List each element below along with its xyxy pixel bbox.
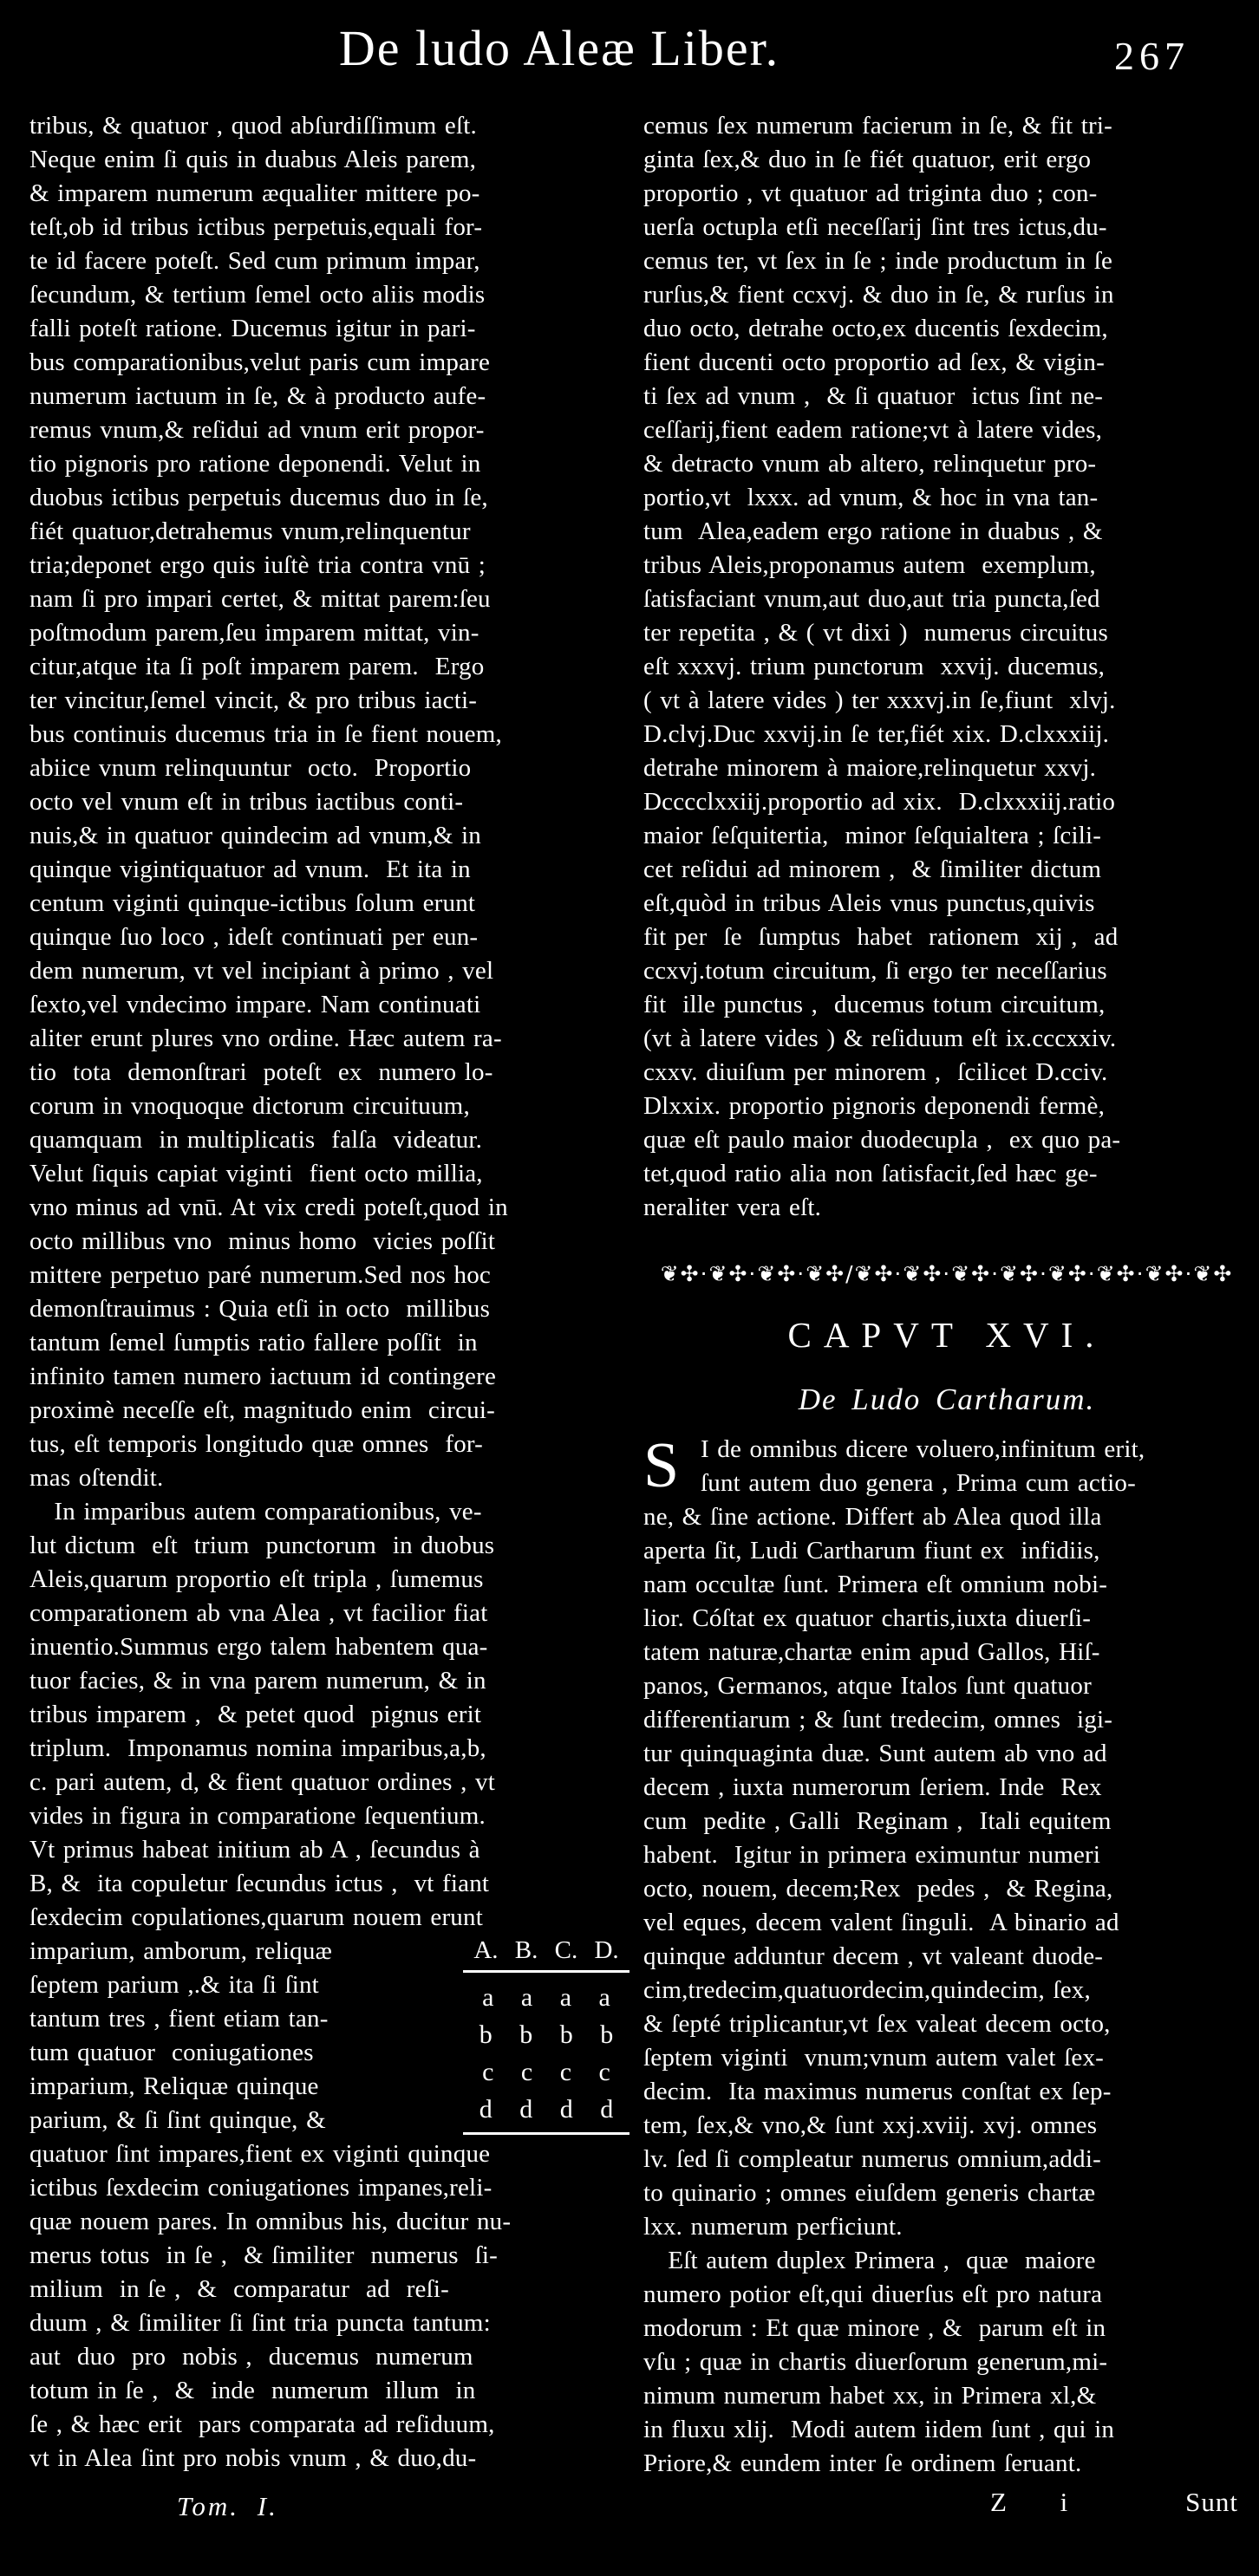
text-line: inuentio.Summus ergo talem habentem qua-: [29, 1633, 488, 1661]
table-rule-bottom: [463, 2132, 630, 2135]
fleuron-ornament-row: ❦✣·❦✣·❦✣·❦✣/❦✣·❦✣·❦✣·❦✣·❦✣·❦✣·❦✣·❦✣: [660, 1261, 1234, 1286]
text-line: Vt primus habeat initium ab A , ſecundus à: [29, 1836, 480, 1864]
text-line: ſeptem viginti vnum;vnum autem valet ſex-: [643, 2044, 1105, 2072]
text-line: eſt,quòd in tribus Aleis vnus punctus,quivis: [643, 889, 1095, 917]
text-line: imparium, Reliquæ quinque: [29, 2072, 319, 2100]
drop-cap: S: [643, 1430, 680, 1501]
text-line: differentiarum ; & ſunt tredecim, omnes igi-: [643, 1706, 1113, 1734]
text-line: tria;deponet ergo quis iuſtè tria contra vnū ;: [29, 551, 486, 579]
text-line: ictibus ſexdecim coniugationes impanes,reli-: [29, 2174, 493, 2202]
volume-footer: Tom. I.: [177, 2491, 278, 2521]
text-line: nam ſi pro impari certet, & mittat parem:ſeu: [29, 585, 491, 613]
text-line: vel eques, decem valent ſinguli. A binario ad: [643, 1909, 1119, 1936]
text-line: numero potior eſt,qui diuerſus eſt pro natura: [643, 2280, 1103, 2308]
text-line: ( vt à latere vides ) ter xxxvj.in ſe,fiunt xlvj.: [643, 686, 1116, 714]
text-line: tio pignoris pro ratione deponendi. Velut in: [29, 450, 481, 478]
text-line: cet reſidui ad minorem , & ſimiliter dictum: [643, 855, 1102, 883]
text-line: quinque ſuo loco , ideſt continuati per eun-: [29, 923, 479, 951]
text-line: infinito tamen numero iactuum id contingere: [29, 1363, 497, 1390]
text-line: ſunt autem duo genera , Prima cum actio-: [701, 1469, 1136, 1497]
text-line: Priore,& eundem inter ſe ordinem ſeruant.: [643, 2449, 1082, 2477]
text-line: duobus ictibus perpetuis ducemus duo in ſe,: [29, 484, 488, 511]
text-line: eſt xxxvj. trium punctorum xxvij. ducemus,: [643, 653, 1106, 680]
text-line: duo octo, detrahe octo,ex ducentis ſexdecim,: [643, 315, 1108, 342]
text-line: bus comparationibus,velut paris cum impare: [29, 348, 491, 376]
text-line: & ſepté triplicantur,vt ſex valeat decem octo,: [643, 2010, 1111, 2038]
text-line: vt in Alea ſint pro nobis vnum , & duo,du-: [29, 2444, 477, 2472]
text-line: numerum iactuum in ſe, & à producto aufe-: [29, 382, 486, 410]
text-line: proximè neceſſe eſt, magnitudo enim circui-: [29, 1396, 495, 1424]
text-line: rurſus,& fient ccxvj. & duo in ſe, & rurſus in: [643, 281, 1114, 309]
text-line: cxxv. diuiſum per minorem , ſcilicet D.cciv.: [643, 1058, 1108, 1086]
text-line: tribus imparem , & petet quod pignus erit: [29, 1701, 482, 1728]
text-line: Dcccclxxiij.proportio ad xix. D.clxxxiij.ratio: [643, 788, 1116, 816]
text-line: tum Alea,eadem ergo ratione in duabus , &: [643, 517, 1103, 545]
text-line: tribus, & quatuor , quod abſurdiſſimum eſt.: [29, 112, 477, 140]
text-line: vſu ; quæ in chartis diuerſorum generum,mi-: [643, 2348, 1108, 2376]
text-line: remus vnum,& reſidui ad vnum erit propor-: [29, 416, 485, 444]
text-line: fient ducenti octo proportio ad ſex, & vigin-: [643, 348, 1105, 376]
text-line: lxx. numerum perficiunt.: [643, 2213, 903, 2241]
text-line: demonſtrauimus : Quia etſi in octo millibus: [29, 1295, 491, 1323]
text-line: nuis,& in quatuor quindecim ad vnum,& in: [29, 822, 482, 849]
text-line: lut dictum eſt trium punctorum in duobus: [29, 1532, 495, 1559]
text-line: bus continuis ducemus tria in ſe fient nouem,: [29, 720, 502, 748]
text-line: portio,vt lxxx. ad vnum, & hoc in vna tan-: [643, 484, 1099, 511]
text-line: In imparibus autem comparationibus, ve-: [29, 1498, 482, 1525]
text-line: vno minus ad vnū. At vix credi poteſt,quod in: [29, 1194, 508, 1221]
text-line: tem, ſex,& vno,& ſunt xxj.xviij. xvj. omnes: [643, 2111, 1098, 2139]
text-line: Neque enim ſi quis in duabus Aleis parem,: [29, 146, 477, 173]
comparison-table-header: A. B. C. D.: [473, 1936, 619, 1964]
text-line: ceſſarij,fient eadem ratione;vt à latere vides,: [643, 416, 1103, 444]
text-line: decem , iuxta numerorum ſeriem. Inde Rex: [643, 1773, 1102, 1801]
text-line: d d d d: [479, 2095, 614, 2124]
table-rule-top: [463, 1970, 630, 1973]
text-line: uerſa octupla etſi neceſſarij ſint tres ictus,du-: [643, 213, 1107, 241]
text-line: quæ nouem pares. In omnibus his, ducitur nu-: [29, 2208, 512, 2235]
text-line: quatuor ſint impares,fient ex viginti quinque: [29, 2140, 491, 2168]
text-line: dem numerum, vt vel incipiant à primo , vel: [29, 957, 494, 985]
text-line: b b b b: [479, 2020, 614, 2049]
text-line: mas oſtendit.: [29, 1464, 164, 1492]
text-line: totum in ſe , & inde numerum illum in: [29, 2377, 476, 2404]
text-line: tet,quod ratio alia non ſatisfacit,ſed hæc ge-: [643, 1160, 1098, 1187]
text-line: teſt,ob id tribus ictibus perpetuis,equali for-: [29, 213, 483, 241]
text-line: merus totus in ſe , & ſimiliter numerus ſi-: [29, 2241, 499, 2269]
text-line: ſatisfaciant vnum,aut duo,aut tria puncta,ſed: [643, 585, 1100, 613]
left-column-text-lower: [29, 2137, 631, 2475]
comparison-table: [461, 1935, 631, 2134]
text-line: ne, & ſine actione. Differt ab Alea quod illa: [643, 1503, 1102, 1531]
text-line: te id facere poteſt. Sed cum primum impar,: [29, 247, 480, 275]
text-line: falli poteſt ratione. Ducemus igitur in pari-: [29, 315, 476, 342]
comparison-table-rows: [461, 1979, 631, 2128]
text-line: mittere perpetuo paré numerum.Sed nos hoc: [29, 1261, 491, 1289]
text-line: lior. Cóſtat ex quatuor chartis,iuxta diuerſi-: [643, 1604, 1092, 1632]
gathering-signature: Z i: [990, 2487, 1080, 2517]
left-column: [29, 109, 631, 2522]
text-line: & detracto vnum ab altero, relinquetur pro-: [643, 450, 1097, 478]
text-line: & imparem numerum æqualiter mittere po-: [29, 179, 480, 207]
text-line: quinque vigintiquatuor ad vnum. Et ita in: [29, 855, 471, 883]
text-line: tatem naturæ,chartæ enim apud Gallos, Hiſ-: [643, 1638, 1100, 1666]
text-line: ſexto,vel vndecimo impare. Nam continuati: [29, 991, 481, 1018]
text-line: panos, Germanos, atque Italos ſunt quatuor: [643, 1672, 1092, 1700]
text-line: ſe , & hæc erit pars comparata ad reſiduum,: [29, 2410, 495, 2438]
text-line: poſtmodum parem,ſeu imparem mittat, vin-: [29, 619, 479, 647]
text-line: tum quatuor coniugationes: [29, 2039, 314, 2066]
text-line: cemus ter, vt ſex in ſe ; inde productum in ſe: [643, 247, 1113, 275]
text-line: ſeptem parium ,.& ita ſi ſint: [29, 1971, 319, 1999]
text-line: Velut ſiquis capiat viginti fient octo millia,: [29, 1160, 483, 1187]
signature-line: [643, 2484, 1250, 2521]
page-number: 267: [1114, 34, 1190, 78]
text-line: imparium, amborum, reliquæ: [29, 1937, 333, 1965]
text-line: quinque adduntur decem , vt valeant duode-: [643, 1942, 1104, 1970]
text-line: aliter erunt plures vno ordine. Hæc autem ra-: [29, 1025, 502, 1052]
text-line: quamquam in multiplicatis falſa videatur.: [29, 1126, 483, 1154]
text-line: aperta ſit, Ludi Cartharum fiunt ex infidiis,: [643, 1537, 1100, 1564]
text-line: quæ eſt paulo maior duodecupla , ex quo pa-: [643, 1126, 1121, 1154]
text-line: fit ille punctus , ducemus totum circuitum,: [643, 991, 1106, 1018]
text-line: tio tota demonſtrari poteſt ex numero lo-: [29, 1058, 493, 1086]
text-line: fiét quatuor,detrahemus vnum,relinquentur: [29, 517, 471, 545]
text-line: tantum tres , fient etiam tan-: [29, 2005, 329, 2033]
text-line: lv. ſed ſi compleatur numerus omnium,addi-: [643, 2145, 1101, 2173]
text-line: c. pari autem, d, & fient quatuor ordines , vt: [29, 1768, 495, 1796]
chapter-paragraph: [643, 1430, 1250, 2481]
text-line: parium, & ſi ſint quinque, &: [29, 2106, 326, 2134]
chapter-heading: CAPVT XVI.: [787, 1315, 1106, 1355]
text-line: Aleis,quarum proportio eſt tripla , ſumemus: [29, 1565, 484, 1593]
text-line: tribus Aleis,proponamus autem exemplum,: [643, 551, 1096, 579]
text-line: ter vincitur,ſemel vincit, & pro tribus iacti-: [29, 686, 478, 714]
text-line: ter repetita , & ( vt dixi ) numerus circuitus: [643, 619, 1108, 647]
text-line: fit per ſe ſumptus habet rationem xij , ad: [643, 923, 1119, 951]
text-line: neraliter vera eſt.: [643, 1194, 822, 1221]
text-line: octo millibus vno minus homo vicies poſſit: [29, 1227, 496, 1255]
text-line: cemus ſex numerum facierum in ſe, & fit tri-: [643, 112, 1112, 140]
text-line: cim,tredecim,quatuordecim,quindecim, ſex,: [643, 1976, 1091, 2004]
text-line: detrahe minorem à maiore,relinquetur xxvj.: [643, 754, 1097, 782]
text-line: c c c c: [482, 2058, 610, 2086]
text-line: Dlxxix. proportio pignoris deponendi fermè,: [643, 1092, 1106, 1120]
text-line: comparationem ab vna Alea , vt facilior fiat: [29, 1599, 488, 1627]
running-head-title: De ludo Aleæ Liber.: [338, 20, 780, 76]
text-line: tantum ſemel ſumptis ratio fallere poſſit in: [29, 1329, 478, 1356]
text-line: to quinario ; omnes eiuſdem generis chartæ: [643, 2179, 1096, 2207]
text-line: aut duo pro nobis , ducemus numerum: [29, 2343, 473, 2371]
text-line: (vt à latere vides ) & reſiduum eſt ix.cccxxiv.: [643, 1025, 1117, 1052]
text-line: in fluxu xlij. Modi autem iidem ſunt , qui in: [643, 2416, 1115, 2443]
text-line: maior ſeſquitertia, minor ſeſquialtera ; ſcili-: [643, 822, 1102, 849]
text-line: triplum. Imponamus nomina imparibus,a,b,: [29, 1734, 486, 1762]
catchword: Sunt: [1185, 2487, 1238, 2517]
text-line: tur quinquaginta duæ. Sunt autem ab vno ad: [643, 1740, 1107, 1767]
right-column: [643, 109, 1250, 2521]
text-line: corum in vnoquoque dictorum circuituum,: [29, 1092, 470, 1120]
text-line: centum viginti quinque-ictibus ſolum erunt: [29, 889, 476, 917]
text-line: ti ſex ad vnum , & ſi quatuor ictus ſint ne-: [643, 382, 1104, 410]
text-line: D.clvj.Duc xxvij.in ſe ter,fiét xix. D.clxxxiij.: [643, 720, 1110, 748]
text-line: ccxvj.totum circuitum, ſi ergo ter neceſſarius: [643, 957, 1107, 985]
text-line: milium in ſe , & comparatur ad reſi-: [29, 2275, 449, 2303]
text-line: I de omnibus dicere voluero,infinitum erit,: [701, 1435, 1145, 1463]
text-line: tus, eſt temporis longitudo quæ omnes for-: [29, 1430, 484, 1458]
text-line: nam occultæ ſunt. Primera eſt omnium nobi-: [643, 1571, 1108, 1598]
chapter-subtitle: De Ludo Cartharum.: [798, 1382, 1096, 1416]
text-line: B, & ita copuletur ſecundus ictus , vt fiant: [29, 1870, 490, 1897]
text-line: decim. Ita maximus numerus conſtat ex ſep-: [643, 2078, 1112, 2105]
text-line: ginta ſex,& duo in ſe fiét quatuor, erit ergo: [643, 146, 1092, 173]
left-column-text-upper: [29, 109, 631, 1935]
text-line: nimum numerum habet xx, in Primera xl,&: [643, 2382, 1097, 2410]
right-column-text-upper: [643, 109, 1250, 1225]
text-line: vides in figura in comparatione ſequentium.: [29, 1802, 486, 1830]
text-line: modorum : Et quæ minore , & parum eſt in: [643, 2314, 1106, 2342]
text-line: citur,atque ita ſi poſt imparem parem. Ergo: [29, 653, 485, 680]
text-line: duum , & ſimiliter ſi ſint tria puncta tantum:: [29, 2309, 491, 2337]
text-line: ſecundum, & tertium ſemel octo aliis modis: [29, 281, 486, 309]
text-line: abiice vnum relinquuntur octo. Proportio: [29, 754, 472, 782]
text-line: Eſt autem duplex Primera , quæ maiore: [643, 2247, 1096, 2274]
text-line: octo, nouem, decem;Rex pedes , & Regina,: [643, 1875, 1113, 1903]
text-line: ſexdecim copulationes,quarum nouem erunt: [29, 1903, 483, 1931]
text-line: habent. Igitur in primera eximuntur numeri: [643, 1841, 1101, 1869]
text-line: cum pedite , Galli Reginam , Itali equitem: [643, 1807, 1112, 1835]
text-line: octo vel vnum eſt in tribus iactibus conti-: [29, 788, 464, 816]
text-line: tuor facies, & in vna parem numerum, & in: [29, 1667, 486, 1695]
text-line: proportio , vt quatuor ad triginta duo ; con-: [643, 179, 1098, 207]
text-line: a a a a: [482, 1983, 610, 2012]
